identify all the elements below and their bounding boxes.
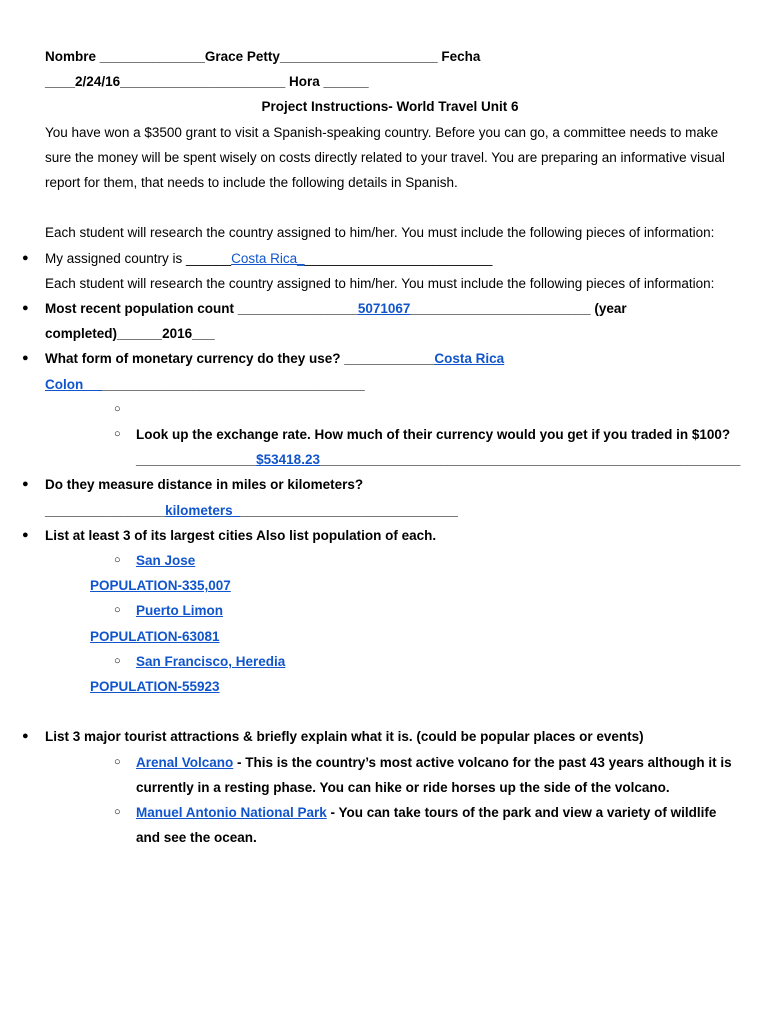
sub-bullet-icon: ○: [114, 755, 121, 768]
distance-label: Do they measure distance in miles or kilometers?: [45, 477, 364, 493]
sub-bullet-icon: ○: [114, 554, 121, 567]
country-value-link[interactable]: Costa Rica_: [231, 250, 305, 266]
list-item-currency: [22, 346, 735, 396]
sub-bullet-icon: ○: [114, 428, 121, 441]
name-value: Grace Petty: [204, 49, 280, 64]
date-label: Fecha: [437, 49, 481, 64]
exchange-value-link[interactable]: $53418.23: [256, 452, 320, 468]
country-trail: _________________________: [304, 250, 493, 266]
attraction-description: - You can take tours of the park and view a variety of wildlife and see the ocean.: [136, 805, 721, 846]
hour-label: Hora: [285, 74, 320, 90]
attraction-description: - This is the country’s most active volcano for the past 43 years although it is currently in a resting phase. You can hike or ride horses up the side of the volcano.: [136, 754, 736, 795]
distance-value-link[interactable]: kilometers_: [165, 502, 241, 518]
list-item-distance: [22, 472, 735, 522]
hour-blank: ______: [319, 74, 369, 90]
name-label: Nombre: [45, 49, 97, 64]
research-paragraph-repeat: Each student will research the country assigned to him/her. You must include the following pieces of information:: [45, 275, 715, 291]
date-blank-b: ______________________: [120, 74, 286, 90]
attractions-label: List 3 major tourist attractions & briefly explain what it is. (could be popular places or events): [45, 729, 644, 745]
population-value-link[interactable]: 5071067: [357, 301, 411, 317]
name-blank-a: ______________: [96, 49, 205, 64]
attraction-name-link[interactable]: Manuel Antonio National Park: [136, 805, 327, 821]
country-label: My assigned country is ______: [45, 250, 232, 266]
list-item-population: [22, 296, 735, 346]
list-item-country: [22, 246, 735, 271]
currency-value-link-a[interactable]: Costa Rica: [434, 351, 505, 367]
list-subitem-city: [114, 548, 735, 573]
exchange-trail: ________________________________________________________: [319, 452, 741, 468]
sub-bullet-icon: ○: [114, 402, 121, 415]
list-subitem-empty: [114, 397, 735, 422]
exchange-label: Look up the exchange rate. How much of their currency would you get if you traded in $100?: [136, 427, 731, 443]
list-subitem-attraction: [114, 750, 736, 800]
bullet-icon: ●: [22, 528, 29, 541]
city-name-link[interactable]: San Francisco, Heredia: [136, 653, 286, 669]
list-subitem-city: [114, 598, 735, 623]
date-value: 2/24/16: [75, 74, 121, 90]
list-subitem-city: [114, 649, 735, 674]
population-trail: ________________________ (year completed)______: [45, 301, 631, 342]
intro-paragraph: You have won a $3500 grant to visit a Spanish-speaking country. Before you can go, a committee needs to make sure the money will be spent wisely on costs directly related to your travel. You are preparing an informative visual report for them, that needs to include the following details in Spanish.: [45, 124, 729, 191]
city-population-link[interactable]: POPULATION-63081: [90, 628, 220, 644]
attraction-name-link[interactable]: Arenal Volcano: [136, 754, 234, 770]
currency-trail: ___________________________________: [102, 376, 365, 392]
population-label: Most recent population count ________________: [45, 301, 358, 317]
city-population: [90, 674, 735, 699]
name-blank-b: _____________________: [279, 49, 438, 64]
list-item-cities: [22, 523, 735, 548]
city-population-link[interactable]: POPULATION-335,007: [90, 578, 231, 594]
list-item-attractions: [22, 724, 735, 749]
city-name-link[interactable]: San Jose: [136, 553, 196, 569]
distance-trail: _____________________________: [240, 502, 458, 518]
sub-bullet-icon: ○: [114, 806, 121, 819]
document-page: [22, 44, 741, 850]
currency-label: What form of monetary currency do they use? ____________: [45, 351, 435, 367]
city-population: [90, 573, 735, 598]
date-blank-a: ____: [45, 74, 76, 90]
currency-value-link-b[interactable]: Colon: [45, 376, 102, 392]
bullet-icon: ●: [22, 251, 29, 264]
exchange-blank-a: ________________: [136, 452, 257, 468]
city-population: [90, 624, 735, 649]
bullet-icon: ●: [22, 478, 29, 491]
city-name-link[interactable]: Puerto Limon: [136, 603, 223, 619]
list-subitem-attraction: [114, 800, 735, 850]
sub-bullet-icon: ○: [114, 654, 121, 667]
bullet-icon: ●: [22, 730, 29, 743]
bullet-icon: ●: [22, 352, 29, 365]
city-population-link[interactable]: POPULATION-55923: [90, 679, 220, 695]
research-paragraph: Each student will research the country assigned to him/her. You must include the following pieces of information:: [45, 225, 715, 241]
page-title: Project Instructions- World Travel Unit 6: [261, 99, 519, 115]
population-year: 2016: [162, 326, 193, 342]
header-name-line: [45, 44, 735, 69]
bullet-icon: ●: [22, 302, 29, 315]
population-year-trail: ___: [192, 326, 215, 342]
header-date-line: [45, 69, 735, 94]
list-subitem-exchange: [114, 422, 741, 472]
cities-label: List at least 3 of its largest cities Also list population of each.: [45, 527, 437, 543]
sub-bullet-icon: ○: [114, 604, 121, 617]
distance-blank-a: ________________: [45, 502, 166, 518]
